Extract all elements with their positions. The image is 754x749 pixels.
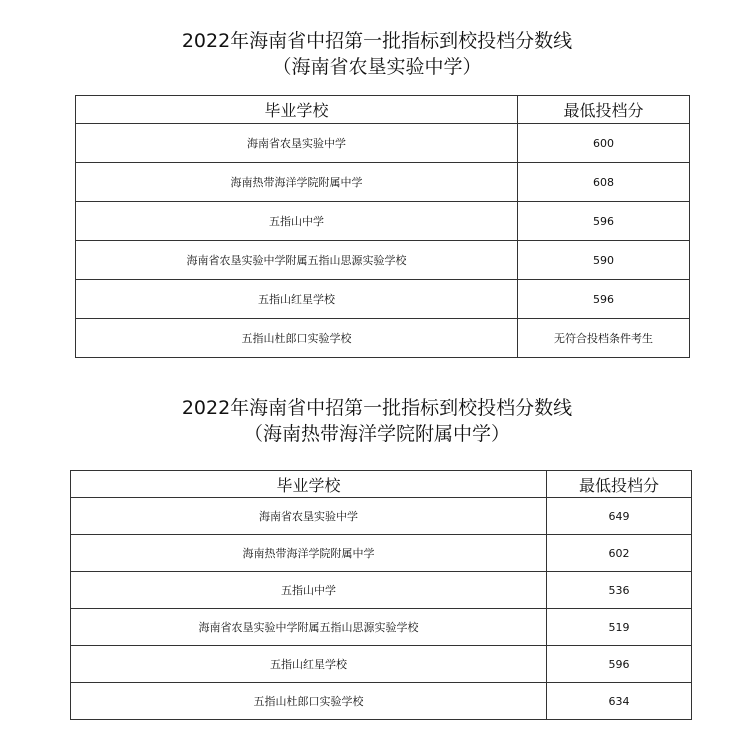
section1-title-line1: 2022年海南省中招第一批指标到校投档分数线 [181,30,573,52]
table-header-row [71,471,692,498]
table-header-row [76,96,690,124]
score-cell: 590 [518,241,690,280]
score-cell: 608 [518,163,690,202]
score-cell: 596 [518,202,690,241]
school-cell: 五指山杜郎口实验学校 [76,319,518,358]
table-row [76,319,690,358]
table-row [71,498,692,535]
school-cell: 五指山中学 [71,572,547,609]
score-cell: 649 [547,498,692,535]
school-cell: 海南省农垦实验中学附属五指山思源实验学校 [76,241,518,280]
score-cell: 600 [518,124,690,163]
table-row [71,535,692,572]
score-cell: 无符合投档条件考生 [518,319,690,358]
section2-title-line1: 2022年海南省中招第一批指标到校投档分数线 [181,397,573,419]
school-cell: 海南热带海洋学院附属中学 [76,163,518,202]
table-row [71,683,692,720]
school-cell: 五指山杜郎口实验学校 [71,683,547,720]
table-row [76,202,690,241]
school-cell: 海南热带海洋学院附属中学 [71,535,547,572]
school-cell: 五指山红星学校 [76,280,518,319]
section2-title [0,395,754,447]
score-cell: 596 [547,646,692,683]
table-row [76,241,690,280]
table-row [76,280,690,319]
section1-score-table [75,95,690,358]
score-cell: 634 [547,683,692,720]
section1-title [0,28,754,80]
score-cell: 519 [547,609,692,646]
column-header-school: 毕业学校 [71,471,547,498]
school-cell: 海南省农垦实验中学 [71,498,547,535]
table-row [71,572,692,609]
school-cell: 海南省农垦实验中学附属五指山思源实验学校 [71,609,547,646]
table-row [71,609,692,646]
column-header-score: 最低投档分 [518,96,690,124]
school-cell: 五指山中学 [76,202,518,241]
section1-title-line2: （海南省农垦实验中学） [272,56,482,78]
table-row [76,163,690,202]
table-row [71,646,692,683]
school-cell: 海南省农垦实验中学 [76,124,518,163]
column-header-school: 毕业学校 [76,96,518,124]
section2-score-table [70,470,692,720]
score-cell: 602 [547,535,692,572]
school-cell: 五指山红星学校 [71,646,547,683]
section2-title-line2: （海南热带海洋学院附属中学） [243,423,510,445]
score-cell: 596 [518,280,690,319]
table-row [76,124,690,163]
score-cell: 536 [547,572,692,609]
column-header-score: 最低投档分 [547,471,692,498]
